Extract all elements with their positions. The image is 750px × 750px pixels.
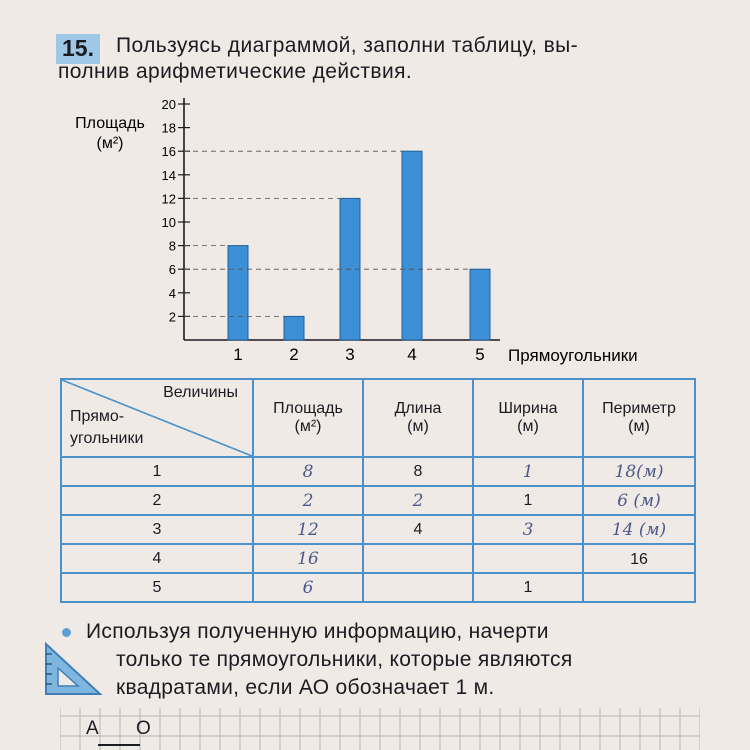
perimeter-value xyxy=(583,573,695,602)
x-tick-label: 5 xyxy=(475,345,485,364)
segment-label-a: А xyxy=(86,718,99,739)
row-label: 1 xyxy=(61,457,253,486)
x-tick-label: 3 xyxy=(345,345,355,364)
y-tick-label: 2 xyxy=(168,309,176,325)
task-text-line-2: полнив арифметические действия. xyxy=(58,60,413,83)
y-tick-label: 12 xyxy=(161,191,176,207)
corner-header-cell xyxy=(61,379,253,457)
y-tick-label: 4 xyxy=(168,285,176,301)
length-value: 4 xyxy=(363,515,473,544)
y-tick-label: 16 xyxy=(161,144,176,160)
x-tick-label: 4 xyxy=(407,345,417,364)
bullet-dot xyxy=(62,628,71,637)
corner-header-rectangles-line: Прямо- xyxy=(70,408,125,425)
task-number: 15. xyxy=(56,34,100,64)
column-header-area-unit: (м²) xyxy=(294,418,322,435)
y-axis-label: Площадь xyxy=(75,115,145,132)
column-header-area xyxy=(253,379,363,457)
row-label: 2 xyxy=(61,486,253,515)
y-axis-unit: (м²) xyxy=(96,135,124,152)
width-value: 3 xyxy=(473,515,583,544)
perimeter-cell xyxy=(583,544,695,573)
table-row xyxy=(61,515,695,544)
x-axis-label: Прямоугольники xyxy=(508,346,638,365)
bar xyxy=(228,246,248,340)
bar xyxy=(470,269,490,340)
column-header-length-unit: (м) xyxy=(407,418,429,435)
x-tick-label: 2 xyxy=(289,345,299,364)
triangle-ruler-icon xyxy=(44,640,104,698)
perimeter-value: 14 (м) xyxy=(583,515,695,544)
length-value: 8 xyxy=(363,457,473,486)
perimeter-value: 6 (м) xyxy=(583,486,695,515)
length-value: 2 xyxy=(363,486,473,515)
corner-header-rectangles xyxy=(70,406,143,450)
length-value xyxy=(363,544,473,573)
grid-paper xyxy=(60,708,700,750)
row-label: 3 xyxy=(61,515,253,544)
column-header-width-unit: (м) xyxy=(517,418,539,435)
x-tick-label: 1 xyxy=(233,345,243,364)
area-value: 2 xyxy=(253,486,363,515)
column-header-perimeter-unit: (м) xyxy=(628,418,650,435)
width-value: 1 xyxy=(473,573,583,602)
row-label: 4 xyxy=(61,544,253,573)
instruction-line-3: квадратами, если АО обозначает 1 м. xyxy=(116,676,495,699)
data-table xyxy=(60,378,696,603)
length-value xyxy=(363,573,473,602)
y-tick-label: 8 xyxy=(168,238,176,254)
row-label: 5 xyxy=(61,573,253,602)
bar xyxy=(284,316,304,340)
y-tick-label: 6 xyxy=(168,262,176,278)
y-tick-label: 20 xyxy=(161,97,176,112)
area-value: 16 xyxy=(253,544,363,573)
y-tick-label: 18 xyxy=(161,120,176,136)
instruction-line-1: Используя полученную информацию, начерти xyxy=(86,620,549,643)
segment-ao xyxy=(98,744,140,746)
perimeter-printed: 16 xyxy=(630,550,648,568)
perimeter-value: 18(м) xyxy=(583,457,695,486)
corner-header-rectangles-line: угольники xyxy=(70,430,144,447)
column-header-width xyxy=(473,379,583,457)
instruction-line-2: только те прямоугольники, которые являются xyxy=(116,648,573,671)
area-value: 12 xyxy=(253,515,363,544)
column-header-length-label: Длина xyxy=(394,400,442,417)
table-row xyxy=(61,457,695,486)
corner-header-quantities: Величины xyxy=(163,384,238,401)
bar-chart xyxy=(0,0,750,370)
width-value xyxy=(473,544,583,573)
column-header-perimeter-label: Периметр xyxy=(602,400,676,417)
task-text-line-1: Пользуясь диаграммой, заполни таблицу, вы- xyxy=(116,34,579,57)
bar xyxy=(402,151,422,340)
table-row xyxy=(61,573,695,602)
column-header-perimeter xyxy=(583,379,695,457)
table-row xyxy=(61,544,695,573)
area-value: 6 xyxy=(253,573,363,602)
width-value: 1 xyxy=(473,486,583,515)
y-tick-label: 10 xyxy=(161,215,176,230)
table-header-row xyxy=(61,379,695,457)
width-value: 1 xyxy=(473,457,583,486)
segment-label-o: О xyxy=(136,718,151,739)
area-value: 8 xyxy=(253,457,363,486)
column-header-area-label: Площадь xyxy=(273,400,343,417)
column-header-width-label: Ширина xyxy=(498,400,558,417)
y-tick-label: 14 xyxy=(161,167,176,183)
table-row xyxy=(61,486,695,515)
column-header-length xyxy=(363,379,473,457)
